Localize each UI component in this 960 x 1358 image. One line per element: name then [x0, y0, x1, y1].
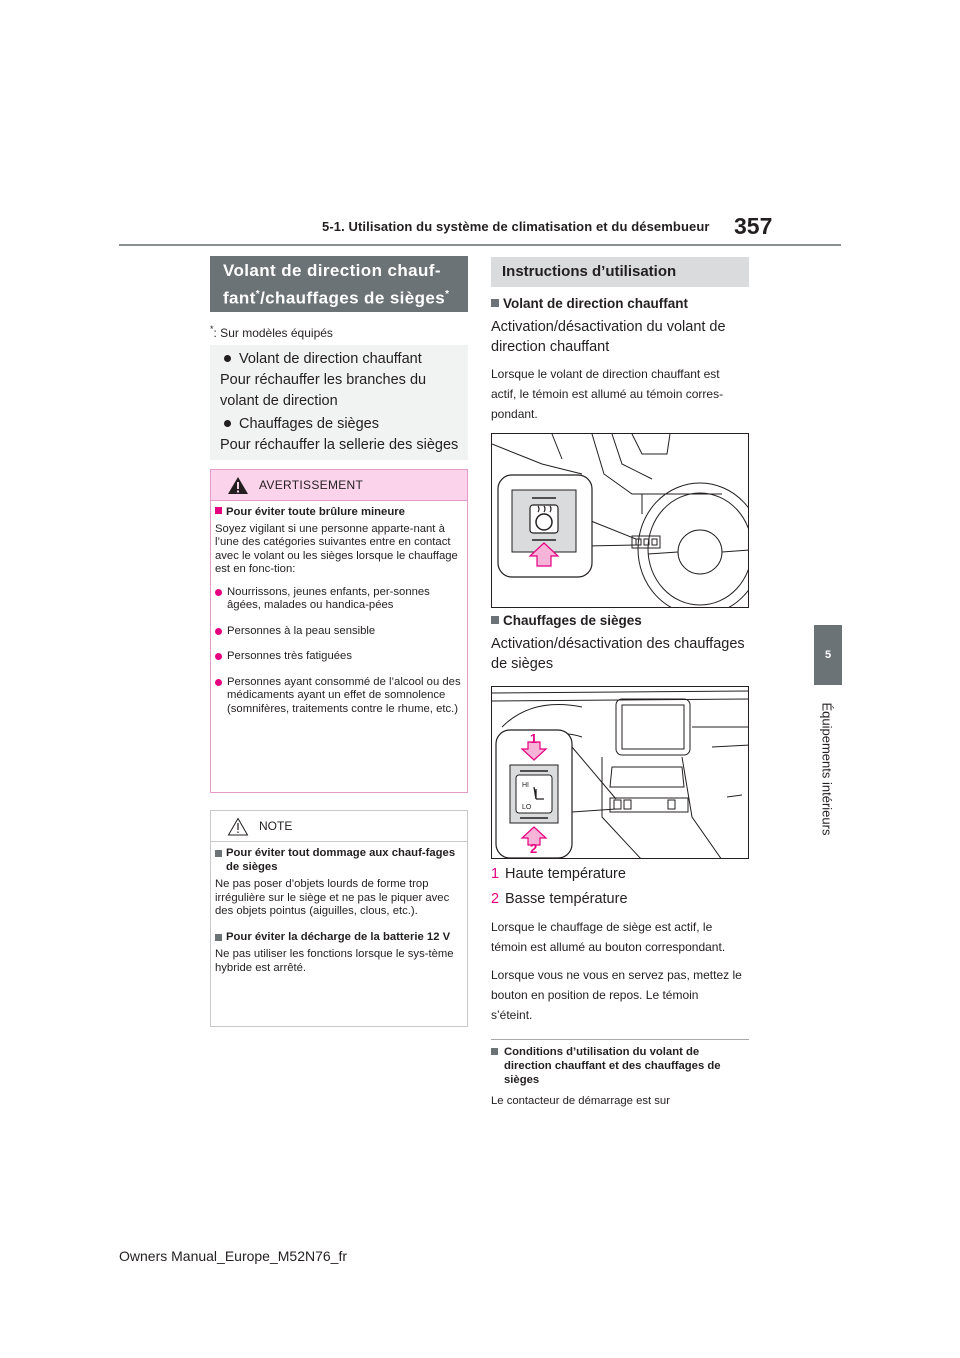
chapter-label: Équipements intérieurs [819, 702, 835, 836]
steering-small: Lorsque le volant de direction chauffant est actif, le témoin est allumé au témoin corres-pondant. [491, 367, 724, 421]
warning-title: AVERTISSEMENT [259, 478, 364, 492]
warning-item: Personnes ayant consommé de l’alcool ou des médicaments ayant un effet de somnolence (somnifères, traitements contre le rhume, etc.) [215, 676, 461, 717]
seat-small-2: Lorsque vous ne vous en servez pas, mettez le bouton en position de repos. Le témoin s’éteint. [491, 968, 742, 1022]
header-rule [119, 244, 841, 246]
legend-low: 2 Basse température [491, 891, 628, 907]
callout-2: 2 [530, 841, 538, 856]
conditions-subheading: Conditions d’utilisation du volant de direction chauffant et des chauffages de sièges [491, 1045, 749, 1087]
summary-text-steering: Pour réchauffer les branches du volant de direction [220, 372, 427, 409]
note-subheading: Pour éviter tout dommage aux chauf-fages de sièges [215, 847, 461, 874]
seats-section [491, 613, 749, 674]
note-body [215, 847, 461, 975]
footer-text: Owners Manual_Europe_M52N76_fr [119, 1248, 348, 1264]
warning-item: Nourrissons, jeunes enfants, per-sonnes âgées, malades ou handica-pées [215, 586, 461, 613]
seat-heater-illustration [492, 687, 749, 859]
warning-header [211, 470, 467, 501]
section-title: 5-1. Utilisation du système de climatisation et du désembueur [322, 219, 710, 234]
warning-box [210, 469, 468, 793]
steering-text: Activation/désactivation du volant de direction chauffant [491, 319, 726, 355]
legend-high: 1 Haute température [491, 866, 626, 882]
steering-illustration [492, 434, 749, 608]
warning-subheading: Pour éviter toute brûlure mineure [215, 506, 461, 520]
summary-item-steering: Volant de direction chauffant [220, 349, 468, 370]
note-subheading: Pour éviter la décharge de la batterie 12 V [215, 931, 461, 945]
note-text: Ne pas poser d’objets lourds de forme trop irrégulière sur le siège et ne pas le piquer avec des objets pointus (aiguilles, clous, etc.). [215, 878, 450, 917]
conditions-rule [491, 1039, 749, 1040]
seats-text: Activation/désactivation des chauffages de sièges [491, 636, 745, 672]
conditions-text: Le contacteur de démarrage est sur [491, 1095, 670, 1107]
summary-text-seats: Pour réchauffer la sellerie des sièges [220, 437, 459, 453]
seat-legend [491, 864, 749, 1025]
right-heading: Instructions d’utilisation [491, 257, 749, 287]
note-header [211, 811, 467, 842]
warning-body [215, 506, 461, 716]
hi-label: HI [522, 782, 529, 789]
warning-item: Personnes très fatiguées [215, 650, 461, 664]
seat-heater-figure [491, 686, 749, 859]
lo-label: LO [522, 804, 532, 811]
note-box [210, 810, 468, 1027]
warning-intro: Soyez vigilant si une personne apparte-nant à l’une des catégories suivantes entre en contact avec le volant ou les sièges lorsque le chauffage est en fonc-tion: [215, 522, 458, 575]
caution-outline-icon [227, 817, 249, 836]
summary-item-seats: Chauffages de sièges [220, 414, 468, 435]
warning-item: Personnes à la peau sensible [215, 625, 461, 639]
left-heading [210, 256, 468, 312]
seats-subheading: Chauffages de sièges [491, 613, 749, 628]
steering-switch-figure [491, 433, 749, 608]
note-title: NOTE [259, 819, 293, 833]
page-number: 357 [734, 213, 773, 239]
warning-icon [227, 476, 249, 495]
steering-section [491, 296, 749, 424]
left-heading-line1: Volant de direction chauf- [223, 261, 441, 280]
summary-box [210, 345, 468, 460]
callout-1: 1 [530, 731, 538, 746]
footnote: *: Sur modèles équipés [210, 324, 333, 340]
steering-subheading: Volant de direction chauffant [491, 296, 749, 311]
conditions-section [491, 1045, 749, 1108]
chapter-tab: 5 [814, 625, 842, 685]
left-heading-line2: fant*/chauffages de sièges* [223, 288, 450, 308]
note-text: Ne pas utiliser les fonctions lorsque le sys-tème hybride est arrêté. [215, 948, 454, 974]
seat-small-1: Lorsque le chauffage de siège est actif, le témoin est allumé au bouton correspondant. [491, 920, 726, 954]
